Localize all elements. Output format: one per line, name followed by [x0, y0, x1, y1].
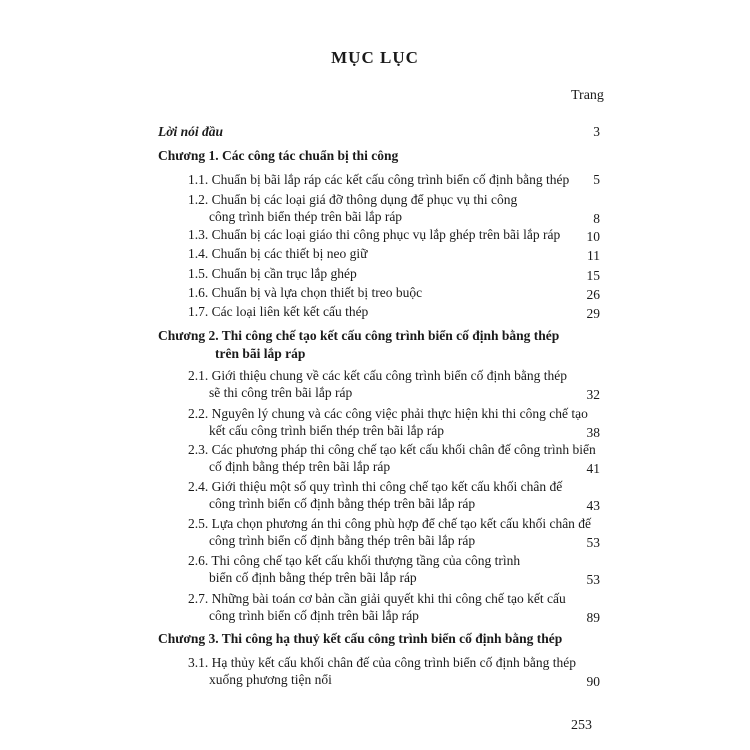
toc-entry-2-7-cont: công trình biển cố định trên bãi lắp ráp [209, 608, 419, 623]
toc-entry-1-5: 1.5. Chuẩn bị cần trục lắp ghép [188, 266, 357, 281]
toc-page-2-1: 32 [586, 387, 600, 402]
toc-entry-2-4-cont: công trình biển cố định bằng thép trên bãi lắp ráp [209, 496, 476, 511]
toc-page-1-2: 8 [593, 211, 600, 226]
toc-chapter-3: Chương 3. Thi công hạ thuỷ kết cấu công trình biển cố định bằng thép [158, 631, 563, 646]
toc-page-2-3: 41 [586, 461, 600, 476]
page-title: MỤC LỤC [331, 48, 419, 67]
toc-entry-2-5: 2.5. Lựa chọn phương án thi công phù hợp để chế tạo kết cấu khối chân đế [188, 516, 592, 531]
toc-entry-1-3: 1.3. Chuẩn bị các loại giáo thi công phục vụ lắp ghép trên bãi lắp ráp [188, 227, 561, 242]
page-column-header: Trang [571, 88, 604, 103]
toc-entry-2-2-cont: kết cấu công trình biển thép trên bãi lắp ráp [209, 423, 445, 438]
toc-page-2-5: 53 [586, 535, 600, 550]
toc-entry-preface: Lời nói đầu [158, 124, 224, 139]
toc-entry-2-3: 2.3. Các phương pháp thi công chế tạo kết cấu khối chân đế công trình biển [188, 442, 596, 457]
toc-page-1-5: 15 [586, 268, 600, 283]
toc-page-1-7: 29 [586, 306, 600, 321]
toc-entry-2-6: 2.6. Thi công chế tạo kết cấu khối thượng tầng của công trình [188, 553, 521, 568]
toc-entry-1-4: 1.4. Chuẩn bị các thiết bị neo giữ [188, 246, 368, 261]
toc-entry-1-2-cont: công trình biển thép trên bãi lắp ráp [209, 209, 403, 224]
toc-page-2-2: 38 [586, 425, 600, 440]
toc-entry-2-3-cont: cố định bằng thép trên bãi lắp ráp [209, 459, 391, 474]
toc-chapter-2: Chương 2. Thi công chế tạo kết cấu công trình biển cố định bằng thép [158, 328, 560, 343]
toc-entry-2-5-cont: công trình biển cố định bằng thép trên bãi lắp ráp [209, 533, 476, 548]
page-number: 253 [571, 718, 592, 733]
toc-entry-3-1: 3.1. Hạ thủy kết cấu khối chân đế của công trình biển cố định bằng thép [188, 655, 577, 670]
toc-entry-1-7: 1.7. Các loại liên kết kết cấu thép [188, 304, 369, 319]
toc-entry-1-6: 1.6. Chuẩn bị và lựa chọn thiết bị treo buộc [188, 285, 423, 300]
toc-chapter-2-cont: trên bãi lắp ráp [215, 346, 306, 361]
toc-page-3-1: 90 [586, 674, 600, 689]
toc-entry-2-2: 2.2. Nguyên lý chung và các công việc phải thực hiện khi thi công chế tạo [188, 406, 588, 421]
toc-page-2-4: 43 [586, 498, 600, 513]
toc-entry-1-1: 1.1. Chuẩn bị bãi lắp ráp các kết cấu công trình biển cố định bằng thép [188, 172, 570, 187]
toc-page-preface: 3 [593, 124, 600, 139]
toc-entry-2-4: 2.4. Giới thiệu một số quy trình thi công chế tạo kết cấu khối chân đế [188, 479, 563, 494]
toc-page-1-1: 5 [593, 172, 600, 187]
toc-entry-1-2: 1.2. Chuẩn bị các loại giá đỡ thông dụng để phục vụ thi công [188, 192, 518, 207]
toc-entry-3-1-cont: xuống phương tiện nổi [209, 672, 332, 687]
toc-page-1-3: 10 [586, 229, 600, 244]
toc-page-2-6: 53 [586, 572, 600, 587]
toc-entry-2-1: 2.1. Giới thiệu chung về các kết cấu công trình biển cố định bằng thép [188, 368, 568, 383]
toc-entry-2-6-cont: biển cố định bằng thép trên bãi lắp ráp [209, 570, 417, 585]
toc-page-1-4: 11 [587, 248, 600, 263]
toc-entry-2-7: 2.7. Những bài toán cơ bản cần giải quyết khi thi công chế tạo kết cấu [188, 591, 566, 606]
toc-page-2-7: 89 [586, 610, 600, 625]
toc-page-1-6: 26 [586, 287, 600, 302]
toc-chapter-1: Chương 1. Các công tác chuẩn bị thi công [158, 148, 399, 163]
toc-entry-2-1-cont: sẽ thi công trên bãi lắp ráp [209, 385, 353, 400]
